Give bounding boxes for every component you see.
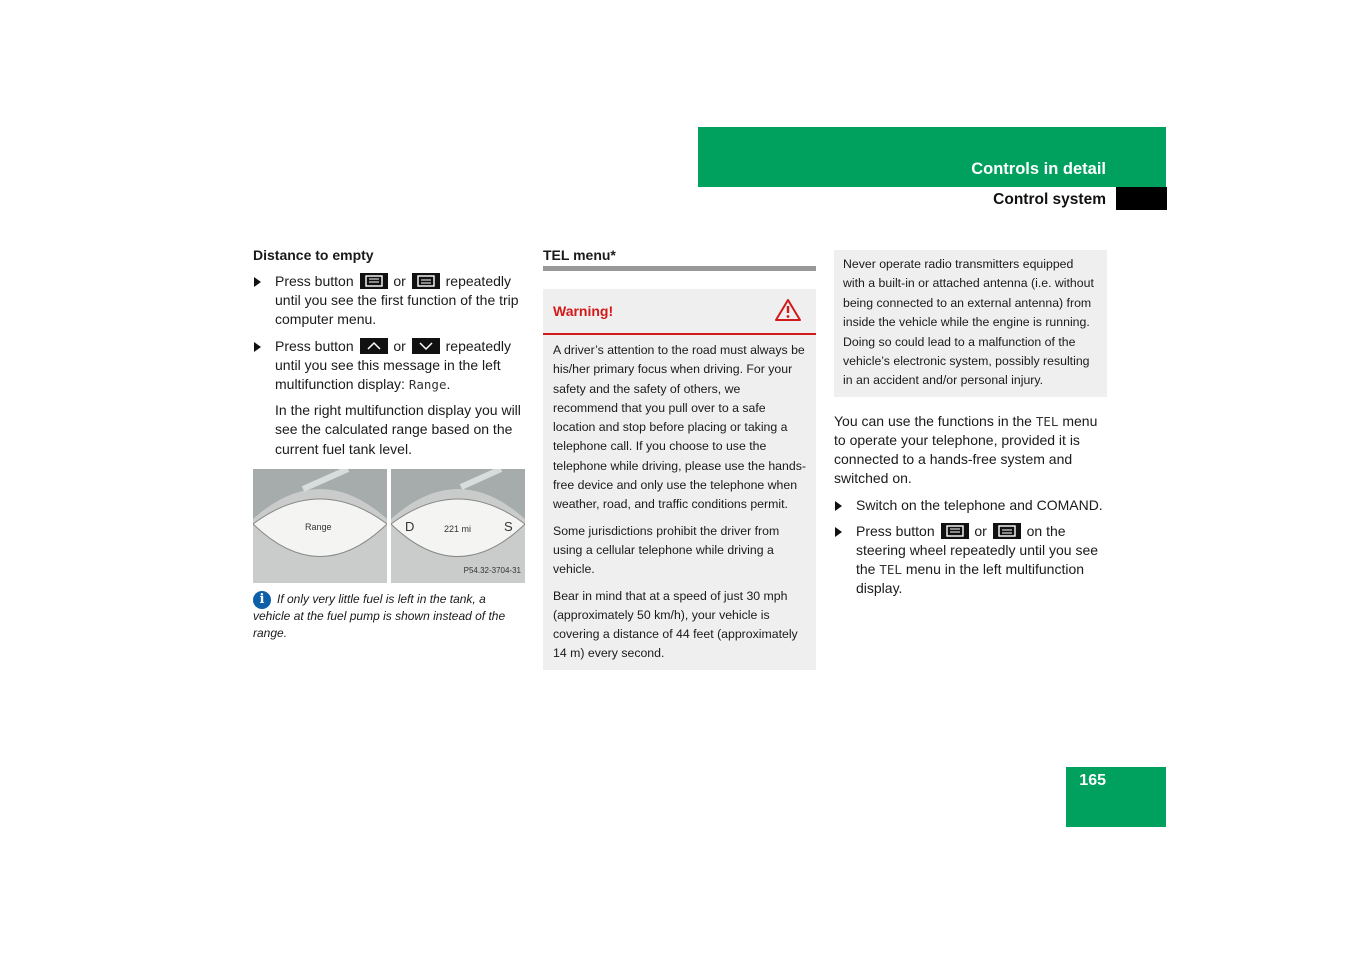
warning-header bbox=[543, 289, 816, 335]
warning-title: Warning! bbox=[553, 303, 614, 319]
multifunction-display-figure bbox=[253, 469, 525, 583]
menu-forward-button-icon bbox=[941, 523, 969, 539]
column-distance-to-empty bbox=[253, 246, 525, 642]
gear-d-text: D bbox=[405, 518, 415, 534]
range-value-text: 221 mi bbox=[444, 523, 472, 534]
figure-code: P54.32-3704-31 bbox=[463, 565, 521, 575]
info-icon: i bbox=[253, 591, 271, 609]
column-tel-usage bbox=[834, 250, 1107, 606]
bullet-arrow-icon bbox=[254, 277, 261, 287]
radio-transmitter-notice: Never operate radio transmitters equipped with a built-in or attached antenna (i.e. without being connected to an external antenna) from inside the vehicle while the engine is running. Doing so could lead to a malfunction of the vehicle’s electronic system, possibly resulting in an accident and/or personal injury. bbox=[834, 250, 1107, 397]
step-switch-on: Switch on the telephone and COMAND. bbox=[834, 496, 1107, 515]
tel-display-text: TEL bbox=[1035, 413, 1059, 429]
tel-display-text: TEL bbox=[879, 562, 902, 578]
step-press-button: Press button or on the steering wheel repeatedly until you see the TEL menu in the left multifunction display. bbox=[834, 522, 1107, 599]
bullet-arrow-icon bbox=[835, 527, 842, 537]
heading-distance-to-empty: Distance to empty bbox=[253, 247, 374, 263]
step-1: Press button or repeatedly until you see the first function of the trip computer menu. bbox=[253, 272, 525, 330]
tel-intro: You can use the functions in the TEL menu to operate your telephone, provided it is connected to a hands-free system and switched on. bbox=[834, 412, 1098, 487]
heading-rule bbox=[543, 266, 816, 271]
header-tab-marker bbox=[1116, 187, 1167, 210]
section-title: Controls in detail bbox=[971, 160, 1106, 178]
warning-body bbox=[543, 335, 816, 670]
menu-back-button-icon bbox=[412, 273, 440, 289]
mode-s-text: S bbox=[504, 518, 513, 534]
warning-box bbox=[543, 289, 816, 670]
warning-paragraph: A driver’s attention to the road must always be his/her primary focus when driving. For your safety and the safety of others, we recommend that you pull over to a safe location and stop before placing or taking a telephone call. If you choose to use the telephone while driving, please use the hands-free device and only use the telephone when weather, road, and traffic conditions permit. bbox=[553, 343, 806, 512]
heading-tel-menu: TEL menu* bbox=[543, 247, 616, 263]
left-display-text: Range bbox=[305, 521, 332, 532]
scroll-down-button-icon bbox=[412, 338, 440, 354]
left-display-panel bbox=[253, 469, 387, 583]
warning-paragraph: Bear in mind that at a speed of just 30 mph (approximately 50 km/h), your vehicle is covering a distance of 44 feet (approximately 14 m) every second. bbox=[553, 588, 798, 661]
warning-paragraph: Some jurisdictions prohibit the driver from using a cellular telephone while driving a vehicle. bbox=[553, 523, 780, 577]
menu-forward-button-icon bbox=[360, 273, 388, 289]
range-explanation: In the right multifunction display you will see the calculated range based on the current fuel tank level. bbox=[275, 402, 521, 457]
info-note: i If only very little fuel is left in the tank, a vehicle at the fuel pump is shown instead of the range. bbox=[253, 591, 506, 640]
subsection-title: Control system bbox=[993, 191, 1106, 208]
scroll-up-button-icon bbox=[360, 338, 388, 354]
display-text-range: Range bbox=[408, 377, 447, 393]
menu-back-button-icon bbox=[993, 523, 1021, 539]
column-tel-menu bbox=[543, 246, 816, 670]
warning-triangle-icon bbox=[774, 298, 802, 322]
bullet-arrow-icon bbox=[835, 501, 842, 511]
step-2: Press button or repeatedly until you see this message in the left multifunction display: Range. bbox=[253, 337, 525, 395]
right-display-panel bbox=[391, 469, 525, 583]
bullet-arrow-icon bbox=[254, 342, 261, 352]
page-number: 165 bbox=[1079, 772, 1106, 789]
